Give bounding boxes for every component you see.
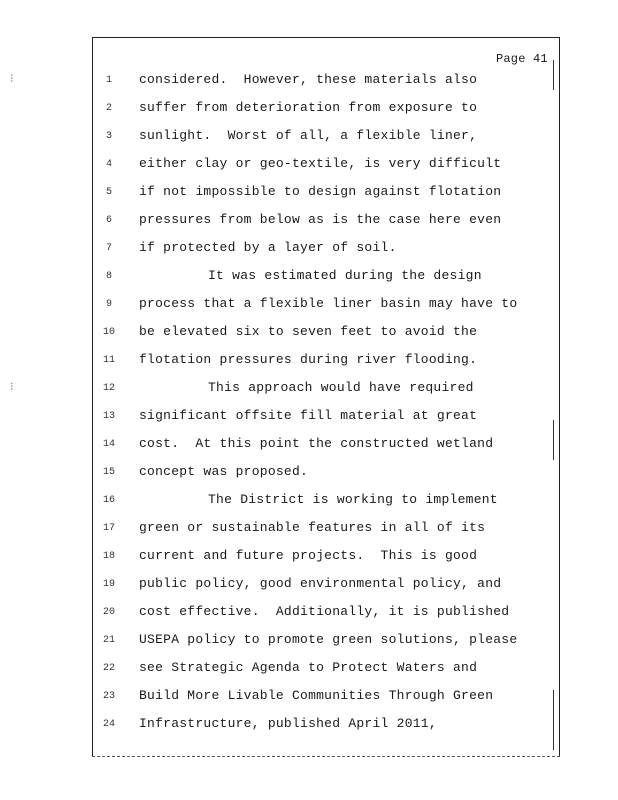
transcript-line bbox=[0, 320, 618, 348]
transcript-line bbox=[0, 544, 618, 572]
transcript-line bbox=[0, 712, 618, 740]
transcript-line bbox=[0, 460, 618, 488]
line-text: see Strategic Agenda to Protect Waters and bbox=[139, 660, 478, 675]
line-number: 22 bbox=[102, 663, 115, 674]
transcript-line bbox=[0, 656, 618, 684]
transcript-line bbox=[0, 684, 618, 712]
line-text: significant offsite fill material at great bbox=[139, 408, 478, 423]
transcript-line bbox=[0, 208, 618, 236]
line-text: be elevated six to seven feet to avoid the bbox=[139, 324, 478, 339]
line-number: 8 bbox=[105, 271, 112, 282]
line-number: 12 bbox=[102, 383, 115, 394]
line-number: 20 bbox=[102, 607, 115, 618]
transcript-line bbox=[0, 404, 618, 432]
line-number: 6 bbox=[105, 215, 112, 226]
line-number: 10 bbox=[102, 327, 115, 338]
line-number: 11 bbox=[102, 355, 115, 366]
line-number: 4 bbox=[105, 159, 112, 170]
line-text: cost effective. Additionally, it is published bbox=[139, 604, 510, 619]
line-text: considered. However, these materials also bbox=[139, 72, 478, 87]
line-text: pressures from below as is the case here even bbox=[139, 212, 502, 227]
line-number: 24 bbox=[102, 719, 115, 730]
transcript-line bbox=[0, 572, 618, 600]
line-number: 15 bbox=[102, 467, 115, 478]
line-number: 17 bbox=[102, 523, 115, 534]
page-number: Page 41 bbox=[496, 52, 548, 66]
transcript-line bbox=[0, 292, 618, 320]
line-text: Infrastructure, published April 2011, bbox=[139, 716, 437, 731]
transcript-line bbox=[0, 264, 618, 292]
line-text: public policy, good environmental policy, and bbox=[139, 576, 502, 591]
line-text: It was estimated during the design bbox=[208, 268, 482, 283]
line-text: This approach would have required bbox=[208, 380, 474, 395]
transcript-line bbox=[0, 516, 618, 544]
transcript-line bbox=[0, 488, 618, 516]
line-number: 13 bbox=[102, 411, 115, 422]
line-text: either clay or geo-textile, is very difficult bbox=[139, 156, 502, 171]
page-bottom-rule bbox=[92, 756, 560, 757]
line-number: 23 bbox=[102, 691, 115, 702]
line-text: Build More Livable Communities Through Green bbox=[139, 688, 494, 703]
transcript-line bbox=[0, 376, 618, 404]
line-text: if protected by a layer of soil. bbox=[139, 240, 397, 255]
line-text: cost. At this point the constructed wetland bbox=[139, 436, 494, 451]
transcript-line bbox=[0, 236, 618, 264]
transcript-line bbox=[0, 96, 618, 124]
line-text: green or sustainable features in all of its bbox=[139, 520, 486, 535]
left-margin-punch-mark: ⁝ bbox=[10, 72, 14, 85]
line-number: 9 bbox=[105, 299, 112, 310]
line-text: concept was proposed. bbox=[139, 464, 309, 479]
line-text: current and future projects. This is good bbox=[139, 548, 478, 563]
line-text: process that a flexible liner basin may have to bbox=[139, 296, 518, 311]
left-margin-punch-mark: ⁝ bbox=[10, 380, 14, 393]
transcript-line bbox=[0, 348, 618, 376]
transcript-line bbox=[0, 432, 618, 460]
transcript-line bbox=[0, 68, 618, 96]
line-number: 2 bbox=[105, 103, 112, 114]
line-text: suffer from deterioration from exposure to bbox=[139, 100, 478, 115]
transcript-line bbox=[0, 628, 618, 656]
transcript-line bbox=[0, 600, 618, 628]
transcript-line bbox=[0, 180, 618, 208]
line-number: 5 bbox=[105, 187, 112, 198]
line-text: flotation pressures during river flooding. bbox=[139, 352, 478, 367]
line-text: USEPA policy to promote green solutions, please bbox=[139, 632, 518, 647]
line-text: sunlight. Worst of all, a flexible liner, bbox=[139, 128, 478, 143]
line-number: 16 bbox=[102, 495, 115, 506]
line-number: 18 bbox=[102, 551, 115, 562]
line-text: The District is working to implement bbox=[208, 492, 498, 507]
line-number: 7 bbox=[105, 243, 112, 254]
line-number: 3 bbox=[105, 131, 112, 142]
line-number: 19 bbox=[102, 579, 115, 590]
line-text: if not impossible to design against flotation bbox=[139, 184, 502, 199]
line-number: 1 bbox=[105, 75, 112, 86]
transcript-line bbox=[0, 152, 618, 180]
transcript-line bbox=[0, 124, 618, 152]
line-number: 21 bbox=[102, 635, 115, 646]
line-number: 14 bbox=[102, 439, 115, 450]
